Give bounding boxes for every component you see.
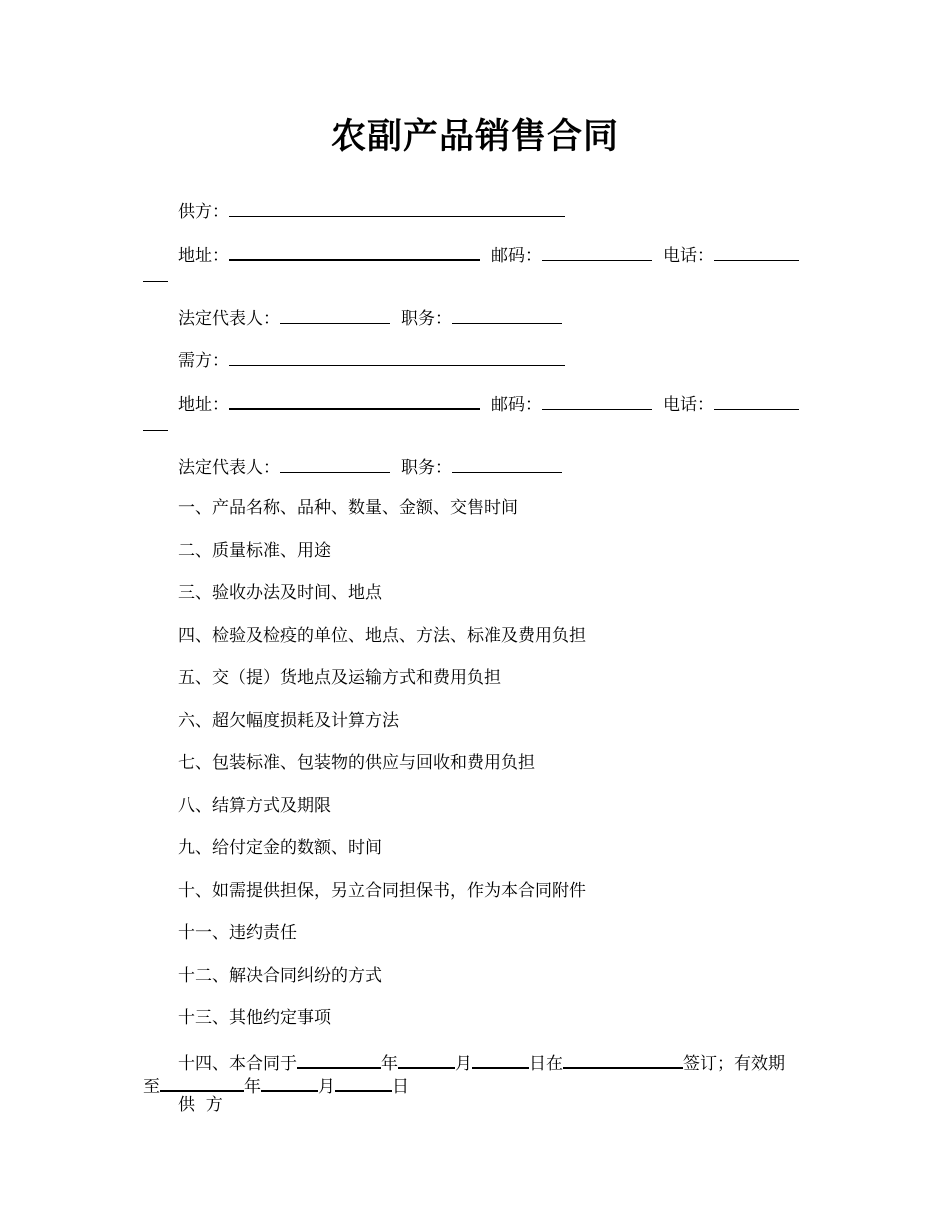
valid-month-blank[interactable]	[261, 1073, 318, 1092]
clause-13: 十三、其他约定事项	[178, 1008, 331, 1028]
legal-rep-blank[interactable]	[280, 306, 390, 324]
supplier-line	[178, 199, 565, 223]
day-in-label: 日在	[529, 1054, 563, 1074]
year-label: 年	[381, 1054, 398, 1074]
month-label: 月	[318, 1077, 335, 1097]
address-label: 地址：	[178, 246, 229, 266]
phone-label: 电话：	[663, 395, 714, 415]
supplier-blank[interactable]	[229, 199, 565, 217]
clause-4: 四、检验及检疫的单位、地点、方法、标准及费用负担	[178, 626, 586, 646]
clause-9: 九、给付定金的数额、时间	[178, 838, 382, 858]
buyer-blank[interactable]	[229, 348, 565, 366]
clause-11: 十一、违约责任	[178, 923, 297, 943]
position-blank[interactable]	[452, 306, 562, 324]
clause-10: 十、如需提供担保，另立合同担保书，作为本合同附件	[178, 881, 586, 901]
clause-3: 三、验收办法及时间、地点	[178, 583, 382, 603]
signed-valid-text: 签订；有效期	[683, 1054, 785, 1074]
phone-blank-cont	[143, 264, 168, 288]
phone-blank[interactable]	[714, 243, 799, 261]
address-blank[interactable]	[229, 242, 480, 261]
valid-day-blank[interactable]	[335, 1073, 392, 1092]
postcode-label: 邮码：	[491, 395, 542, 415]
postcode-blank[interactable]	[542, 243, 652, 261]
until-label: 至	[143, 1077, 160, 1097]
clause-1: 一、产品名称、品种、数量、金额、交售时间	[178, 498, 518, 518]
legal-rep-blank[interactable]	[280, 455, 390, 473]
clause-6: 六、超欠幅度损耗及计算方法	[178, 711, 399, 731]
supplier-address-line	[178, 242, 799, 267]
clause-2: 二、质量标准、用途	[178, 541, 331, 561]
year-label: 年	[244, 1077, 261, 1097]
phone-blank-continued[interactable]	[143, 264, 168, 282]
address-blank[interactable]	[229, 391, 480, 410]
clause-14-line	[178, 1050, 785, 1075]
legal-rep-label: 法定代表人：	[178, 309, 280, 329]
signature-supplier: 供 方	[178, 1095, 223, 1115]
legal-rep-label: 法定代表人：	[178, 458, 280, 478]
position-label: 职务：	[401, 458, 452, 478]
clause-12: 十二、解决合同纠纷的方式	[178, 966, 382, 986]
supplier-label: 供方：	[178, 202, 229, 222]
valid-year-blank[interactable]	[160, 1073, 244, 1092]
sign-year-blank[interactable]	[297, 1050, 381, 1069]
phone-blank-cont	[143, 413, 168, 437]
position-blank[interactable]	[452, 455, 562, 473]
supplier-legal-rep-line	[178, 306, 562, 330]
phone-blank[interactable]	[714, 392, 799, 410]
clause-5: 五、交（提）货地点及运输方式和费用负担	[178, 668, 501, 688]
sign-place-blank[interactable]	[563, 1050, 683, 1069]
buyer-line	[178, 348, 565, 372]
phone-blank-continued[interactable]	[143, 413, 168, 431]
sign-day-blank[interactable]	[472, 1050, 529, 1069]
clause-14-text: 十四、本合同于	[178, 1054, 297, 1074]
buyer-label: 需方：	[178, 351, 229, 371]
sign-month-blank[interactable]	[398, 1050, 455, 1069]
document-title: 农副产品销售合同	[330, 116, 619, 157]
day-label: 日	[392, 1077, 409, 1097]
address-label: 地址：	[178, 395, 229, 415]
phone-label: 电话：	[663, 246, 714, 266]
postcode-blank[interactable]	[542, 392, 652, 410]
buyer-legal-rep-line	[178, 455, 562, 479]
clause-8: 八、结算方式及期限	[178, 796, 331, 816]
position-label: 职务：	[401, 309, 452, 329]
month-label: 月	[455, 1054, 472, 1074]
clause-7: 七、包装标准、包装物的供应与回收和费用负担	[178, 753, 535, 773]
postcode-label: 邮码：	[491, 246, 542, 266]
buyer-address-line	[178, 391, 799, 416]
